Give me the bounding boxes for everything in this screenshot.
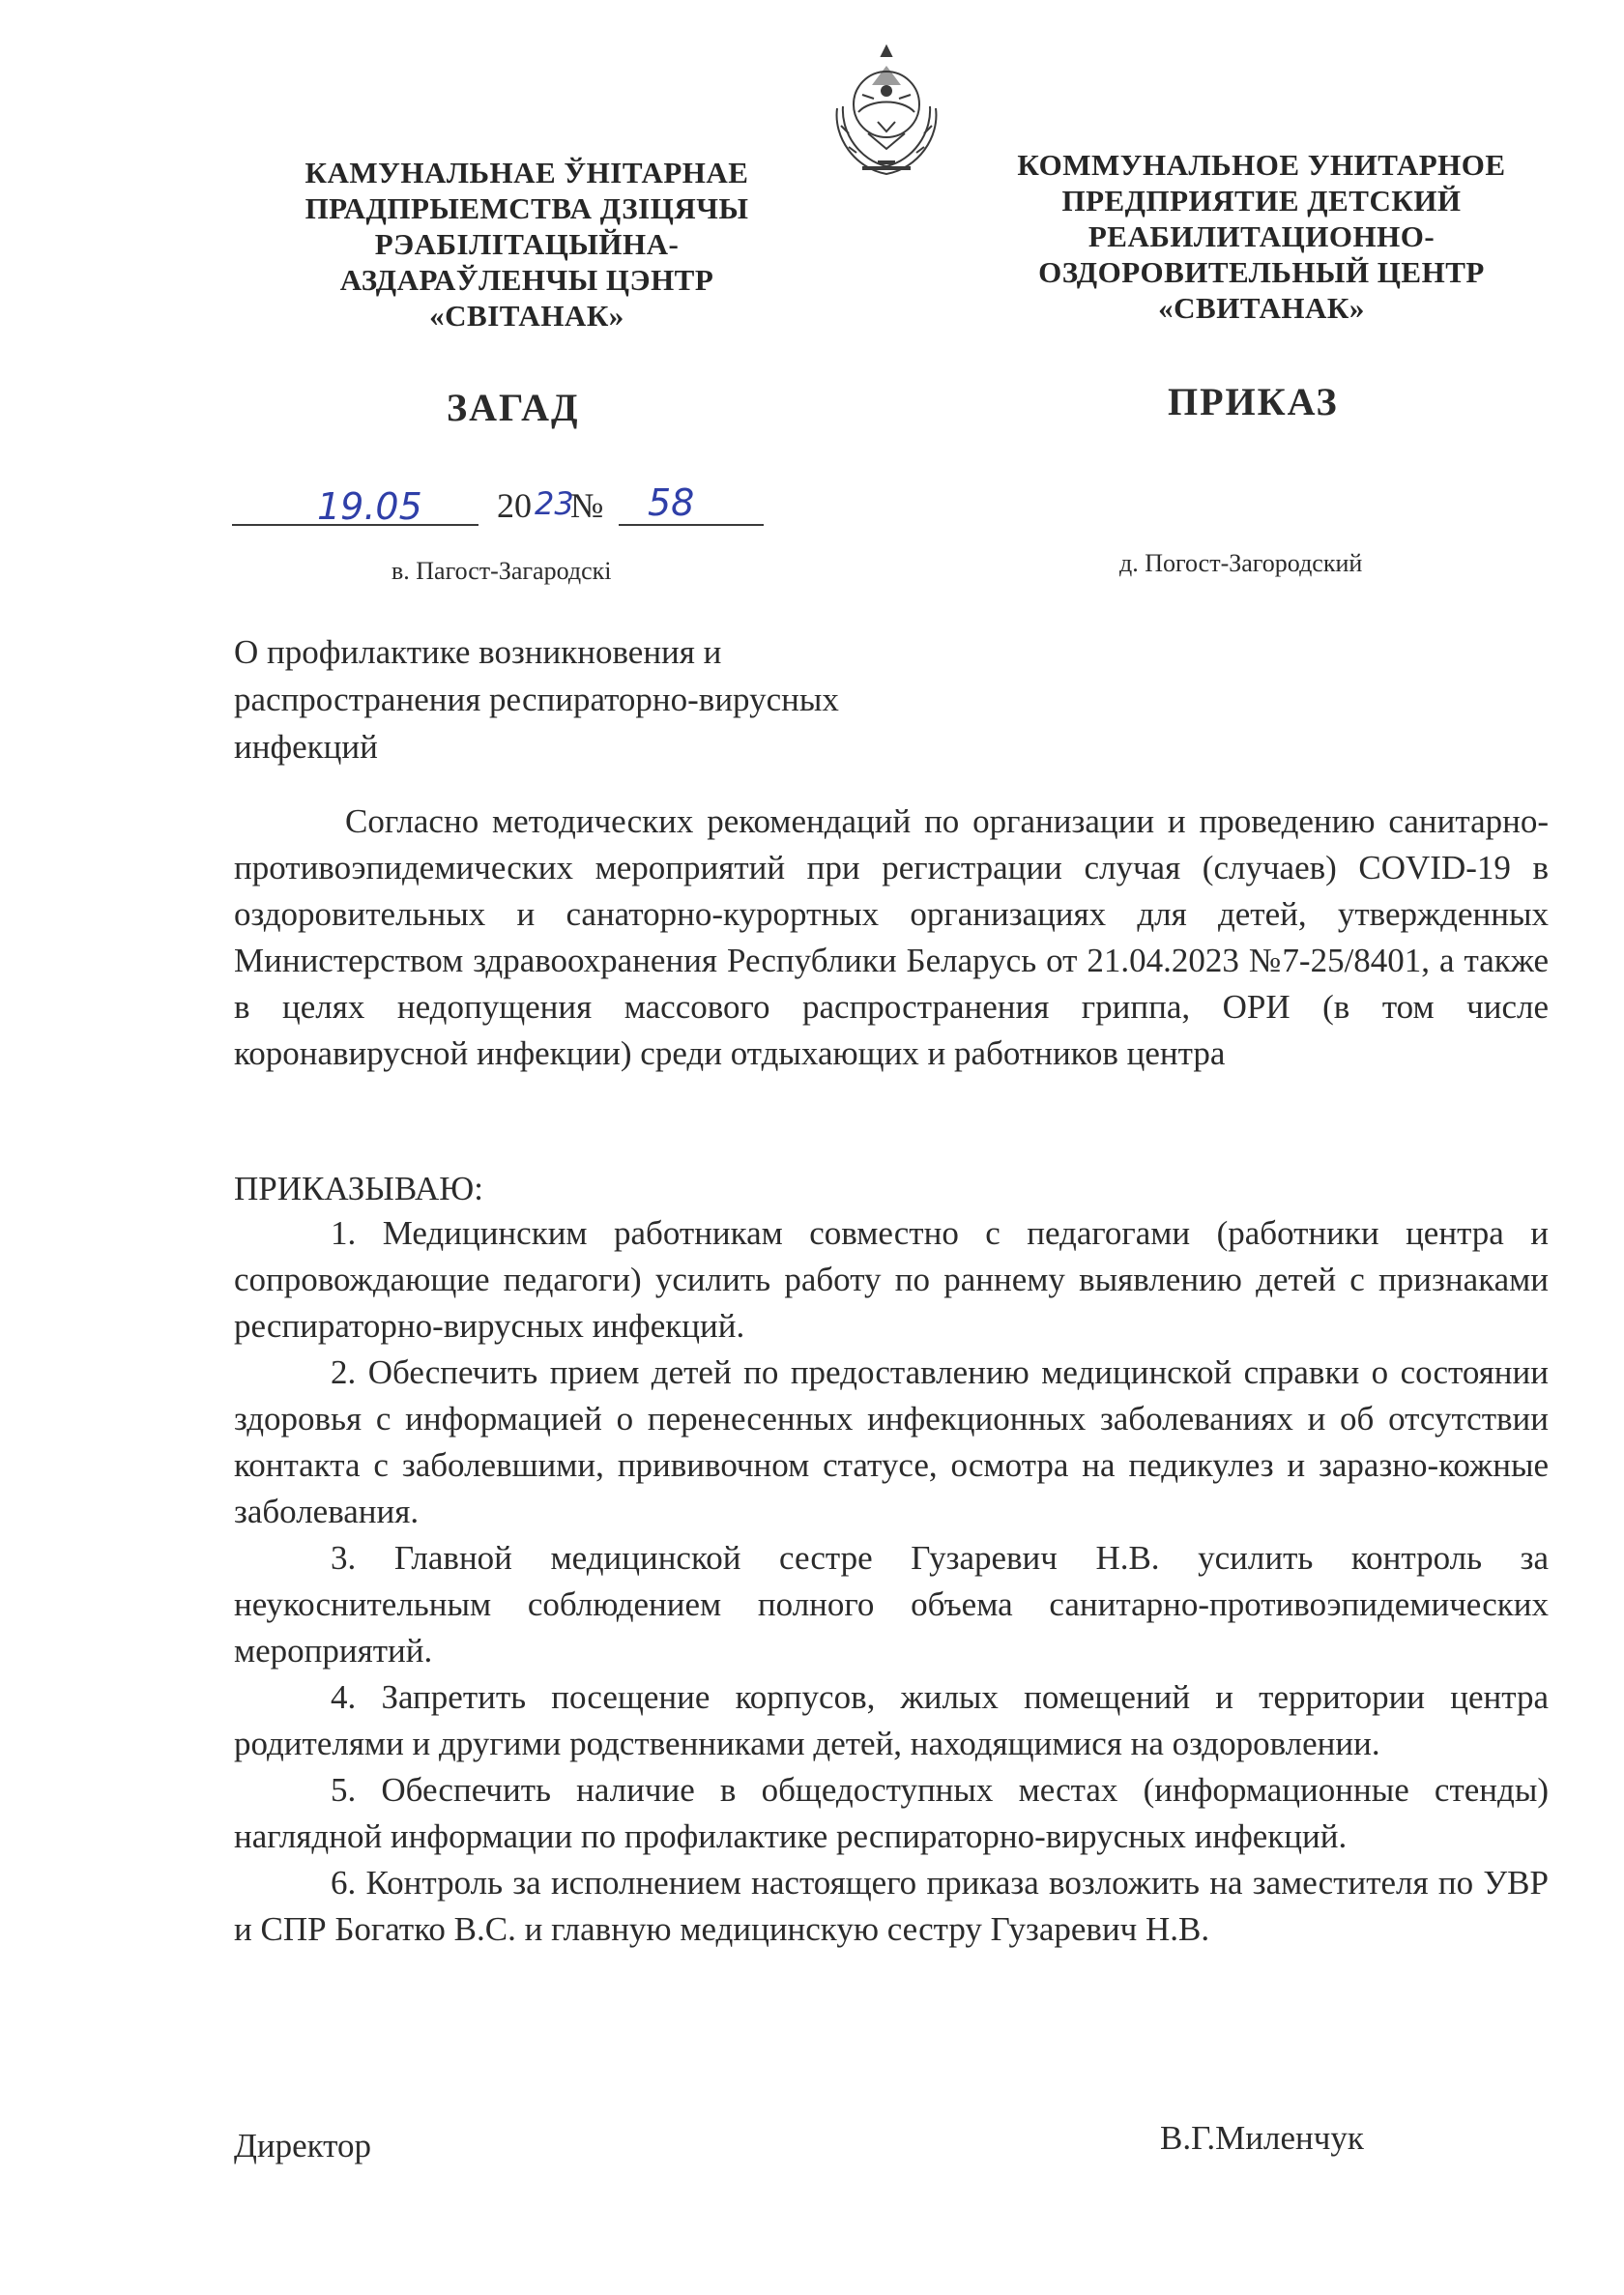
org-line-be: КАМУНАЛЬНАЕ ЎНІТАРНАЕ <box>304 156 749 189</box>
year-prefix: 20 <box>497 486 532 525</box>
number-sign: № <box>570 486 604 525</box>
state-emblem-icon <box>820 41 953 182</box>
signatory-name: В.Г.Миленчук <box>1160 2119 1364 2157</box>
org-line-ru: РЕАБИЛИТАЦИОННО- <box>1088 219 1436 253</box>
number-underline <box>619 524 764 526</box>
order-item: 2. Обеспечить прием детей по предоставлению медицинской справки о состоянии здоровья с информацией о перенесенных инфекционных заболеваниях и об отсутствии контакта с заболевшими, прививочном статусе, осмотра на педикулез и заразно-кожные заболевания. <box>234 1353 1549 1530</box>
org-line-ru: «СВИТАНАК» <box>1158 291 1365 325</box>
order-item: 3. Главной медицинской сестре Гузаревич Н.В. усилить контроль за неукоснительным соблюдением полного объема санитарно-противоэпидемических мероприятий. <box>234 1539 1549 1670</box>
handwritten-date: 19.05 <box>317 485 422 528</box>
handwritten-number: 58 <box>648 481 695 524</box>
document-title-belarusian: ЗАГАД <box>447 386 580 429</box>
order-item: 4. Запретить посещение корпусов, жилых помещений и территории центра родителями и другими родственниками детей, находящимися на оздоровлении. <box>234 1678 1549 1762</box>
preamble-text: Согласно методических рекомендаций по организации и проведению санитарно-противоэпидемических мероприятий при регистрации случая (случаев) COVID-19 в оздоровительных и санаторно-курортных организациях для детей, утвержденных Министерством здравоохранения Республики Беларусь от 21.04.2023 №7-25/8401, а также в целях недопущения массового распространения гриппа, ОРИ (в том числе коронавирусной инфекции) среди отдыхающих и работников центра <box>234 802 1549 1072</box>
order-items <box>234 1210 1549 1953</box>
subject-line: распространения респираторно-вирусных <box>234 681 839 718</box>
subject-line: инфекций <box>234 728 378 766</box>
place-russian: д. Погост-Загородский <box>1119 549 1363 577</box>
order-subject <box>234 628 969 770</box>
handwritten-year: 23 <box>535 485 574 522</box>
org-line-ru: КОММУНАЛЬНОЕ УНИТАРНОЕ <box>1017 148 1506 182</box>
organization-name-russian <box>957 147 1566 326</box>
subject-line: О профилактике возникновения и <box>234 633 722 671</box>
org-line-be: ПРАДПРЫЕМСТВА ДЗІЦЯЧЫ <box>304 191 749 225</box>
org-line-be: «СВІТАНАК» <box>429 299 624 333</box>
org-line-be: АЗДАРАЎЛЕНЧЫ ЦЭНТР <box>339 263 714 297</box>
date-number-line <box>232 483 773 530</box>
order-item: 6. Контроль за исполнением настоящего приказа возложить на заместителя по УВР и СПР Богатко В.С. и главную медицинскую сестру Гузаревич Н.В. <box>234 1864 1549 1948</box>
document-title-russian: ПРИКАЗ <box>1168 380 1339 423</box>
preamble <box>234 799 1549 1077</box>
order-item: 5. Обеспечить наличие в общедоступных местах (информационные стенды) наглядной информации по профилактике респираторно-вирусных инфекций. <box>234 1771 1549 1855</box>
place-belarusian: в. Пагост-Загародскі <box>392 557 612 585</box>
org-line-ru: ОЗДОРОВИТЕЛЬНЫЙ ЦЕНТР <box>1038 255 1485 289</box>
order-heading: ПРИКАЗЫВАЮ: <box>234 1170 483 1207</box>
org-line-ru: ПРЕДПРИЯТИЕ ДЕТСКИЙ <box>1061 184 1462 218</box>
organization-name-belarusian <box>242 155 812 334</box>
signatory-title: Директор <box>234 2127 372 2164</box>
org-line-be: РЭАБІЛІТАЦЫЙНА- <box>374 227 680 261</box>
order-item: 1. Медицинским работникам совместно с педагогами (работники центра и сопровождающие педагоги) усилить работу по раннему выявлению детей с признаками респираторно-вирусных инфекций. <box>234 1214 1549 1345</box>
